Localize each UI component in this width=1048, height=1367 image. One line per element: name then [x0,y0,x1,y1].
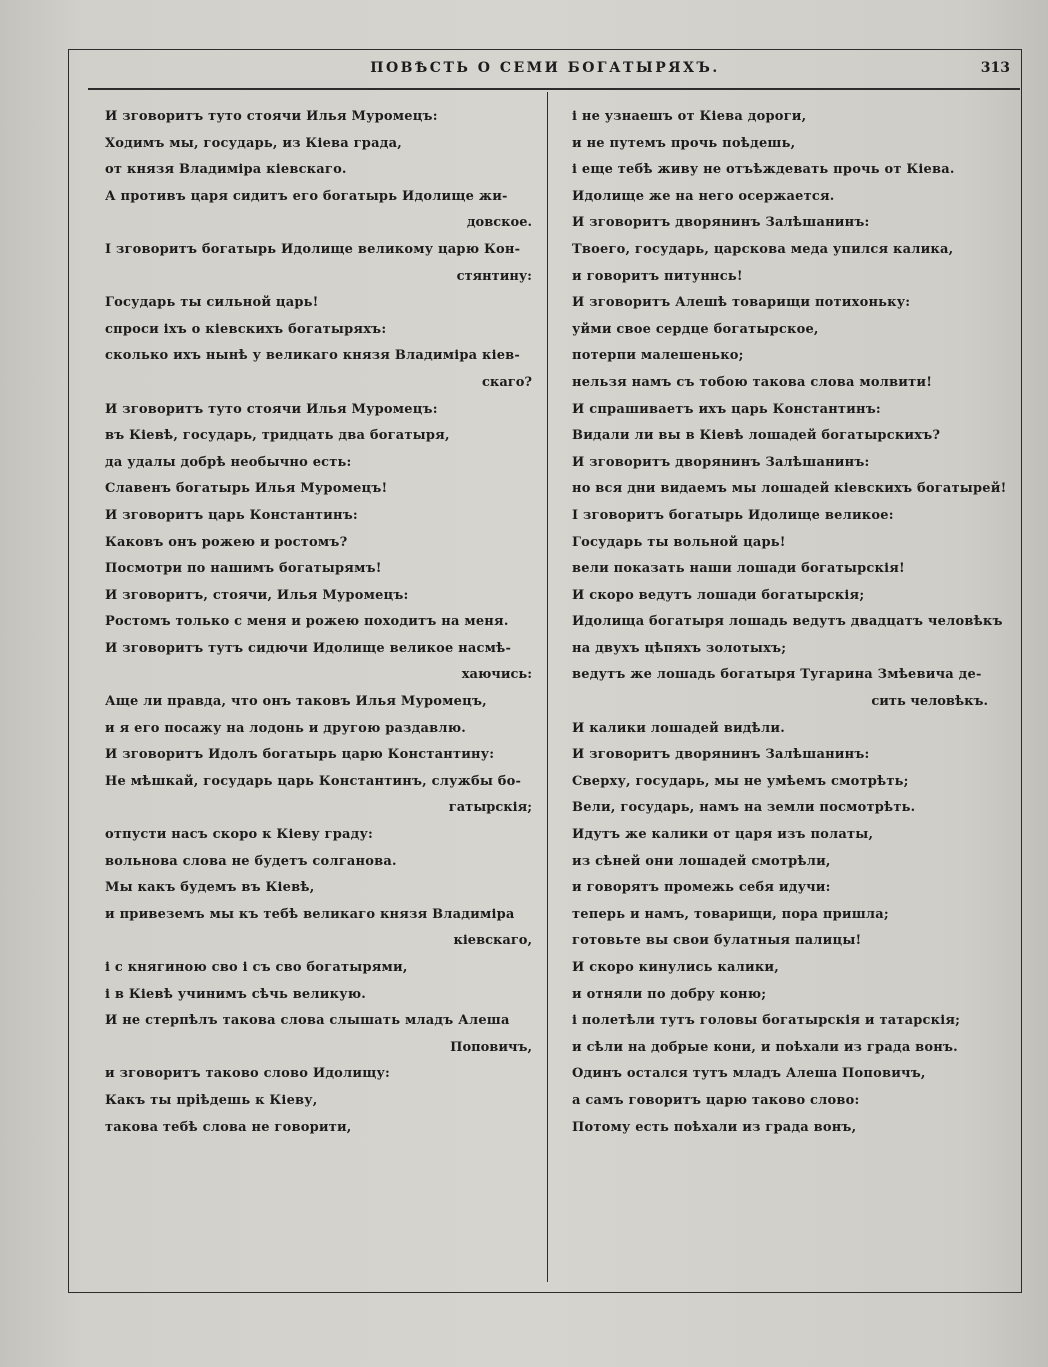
verse-line: вольнова слова не будетъ солганова. [105,853,397,869]
verse-line: и сѣли на добрые кони, и поѣхали из града вонъ. [572,1039,958,1055]
verse-line: и зговоритъ таково слово Идолищу: [105,1066,391,1082]
verse-line: Ростомъ только с меня и рожею походитъ на меня. [105,614,509,630]
verse-line: на двухъ цѣпяхъ золотыхъ; [572,640,787,656]
header-rule [88,88,1020,90]
verse-line: Одинъ остался тутъ младъ Алеша Поповичъ, [572,1066,926,1082]
verse-line: и я его посажу на лодонь и другою раздавлю. [105,720,467,736]
verse-line: и отняли по добру коню; [572,986,767,1002]
verse-line: И зговоритъ дворянинъ Залѣшанинъ: [572,454,870,470]
verse-line: от князя Владиміра кіевскаго. [105,162,347,178]
verse-line: Каковъ онъ рожею и ростомъ? [105,534,348,550]
verse-line: Посмотри по нашимъ богатырямъ! [105,561,382,577]
verse-line: і полетѣли тутъ головы богатырскія и татарскія; [572,1013,961,1029]
verse-line: Идолище же на него осержается. [572,188,835,204]
verse-line: такова тебѣ слова не говорити, [105,1119,352,1135]
verse-line: И зговоритъ туто стоячи Илья Муромецъ: [105,109,438,124]
verse-line-continuation: довское. [466,215,532,231]
verse-line-continuation: скаго? [482,374,532,390]
verse-line: отпусти насъ скоро к Кіеву граду: [105,827,374,843]
verse-line: і с княгиною сво і съ сво богатырями, [105,960,408,975]
verse-line: Ходимъ мы, государь, из Кіева града, [105,135,402,151]
verse-line: и не путемъ прочь поѣдешь, [572,135,796,151]
verse-line: И калики лошадей видѣли. [572,720,785,736]
verse-line: Потому есть поѣхали из града вонъ, [572,1119,857,1135]
verse-line: и говоритъ питуннсь! [572,268,743,284]
verse-line: Мы какъ будемъ въ Кіевѣ, [105,880,315,896]
verse-line: Видали ли вы в Кіевѣ лошадей богатырскихъ? [572,428,941,444]
verse-line: Идутъ же калики от царя изъ полаты, [572,827,874,843]
verse-line: і в Кіевѣ учинимъ сѣчь великую. [105,986,366,1002]
verse-line-continuation: сить человѣкъ. [871,694,988,710]
verse-line: а самъ говоритъ царю таково слово: [572,1092,860,1108]
verse-line-continuation: хаючись: [461,667,532,683]
verse-line: А противъ царя сидитъ его богатырь Идолище жи- [105,188,508,204]
column-divider [547,92,548,1282]
verse-line: но вся дни видаемъ мы лошадей кіевскихъ богатырей! [572,481,1007,497]
verse-line: И зговоритъ, стоячи, Илья Муромецъ: [105,587,409,603]
page-number: 313 [980,60,1010,76]
verse-line: спроси іхъ о кіевскихъ богатыряхъ: [105,321,387,337]
verse-line: Твоего, государь, царскова меда упился калика, [572,241,954,257]
verse-line: и привеземъ мы къ тебѣ великаго князя Владиміра [105,906,515,922]
verse-line-continuation: кіевскаго, [453,933,532,949]
verse-line-continuation: Поповичъ, [450,1039,532,1055]
verse-line: И зговоритъ царь Константинъ: [105,507,358,523]
verse-line-continuation: стянтину: [456,268,532,284]
verse-line: И не стерпѣлъ такова слова слышать младъ Алеша [105,1013,510,1029]
verse-line: И спрашиваетъ ихъ царь Константинъ: [572,401,881,417]
verse-line: ведутъ же лошадь богатыря Тугарина Змѣевича де- [572,667,982,683]
right-column [572,104,1012,1141]
verse-line: Государь ты сильной царь! [105,295,319,311]
verse-line: И зговоритъ Идолъ богатырь царю Константину: [105,747,495,763]
verse-line: Государь ты вольной царь! [572,534,786,550]
left-column [105,104,540,1141]
verse-line: І зговоритъ богатырь Идолище великое: [572,507,894,523]
verse-line: Какъ ты прiѣдешь к Кіеву, [105,1092,318,1108]
verse-line: Славенъ богатырь Илья Муромецъ! [105,481,388,497]
verse-line: і не узнаешъ от Кіева дороги, [572,109,807,124]
verse-line: Не мѣшкай, государь царь Константинъ, службы бо- [105,773,522,789]
verse-line: потерпи малешенько; [572,348,744,364]
verse-line: И скоро ведутъ лошади богатырскія; [572,587,865,603]
running-header [68,58,1022,86]
verse-line: і еще тебѣ живу не отъѣждевать прочь от Кіева. [572,162,955,178]
verse-line: готовьте вы свои булатныя палицы! [572,933,862,949]
verse-line-continuation: гатырскія; [448,800,532,816]
verse-line: из сѣней они лошадей смотрѣли, [572,853,831,869]
verse-line: теперь и намъ, товарищи, пора пришла; [572,906,889,922]
verse-line: І зговоритъ богатырь Идолище великому царю Кон- [105,241,521,257]
verse-line: нельзя намъ съ тобою такова слова молвити! [572,374,933,390]
verse-line: И зговоритъ дворянинъ Залѣшанинъ: [572,747,870,763]
verse-line: И зговоритъ дворянинъ Залѣшанинъ: [572,215,870,231]
verse-line: И зговоритъ туто стоячи Илья Муромецъ: [105,401,438,417]
verse-line: сколько ихъ нынѣ у великаго князя Владиміра кіев- [105,348,521,364]
verse-line: уйми свое сердце богатырское, [572,321,819,337]
verse-line: да удалы добрѣ необычно есть: [105,454,352,470]
verse-line: въ Кіевѣ, государь, тридцать два богатыря, [105,428,450,444]
verse-line: и говорятъ промежь себя идучи: [572,880,831,896]
header-title: ПОВѢСТЬ О СЕМИ БОГАТЫРЯХЪ. [370,60,720,76]
verse-line: Сверху, государь, мы не умѣемъ смотрѣть; [572,773,909,789]
verse-line: И зговоритъ тутъ сидючи Идолище великое насмѣ- [105,640,512,656]
verse-line: Вели, государь, намъ на земли посмотрѣть. [572,800,916,816]
verse-line: И скоро кинулись калики, [572,960,779,975]
verse-line: И зговоритъ Алешѣ товарищи потихоньку: [572,295,911,311]
verse-line: вели показать наши лошади богатырскія! [572,561,905,577]
verse-line: Идолища богатыря лошадь ведутъ двадцатъ человѣкъ [572,614,1003,630]
verse-line: Аще ли правда, что онъ таковъ Илья Муромецъ, [105,694,487,710]
